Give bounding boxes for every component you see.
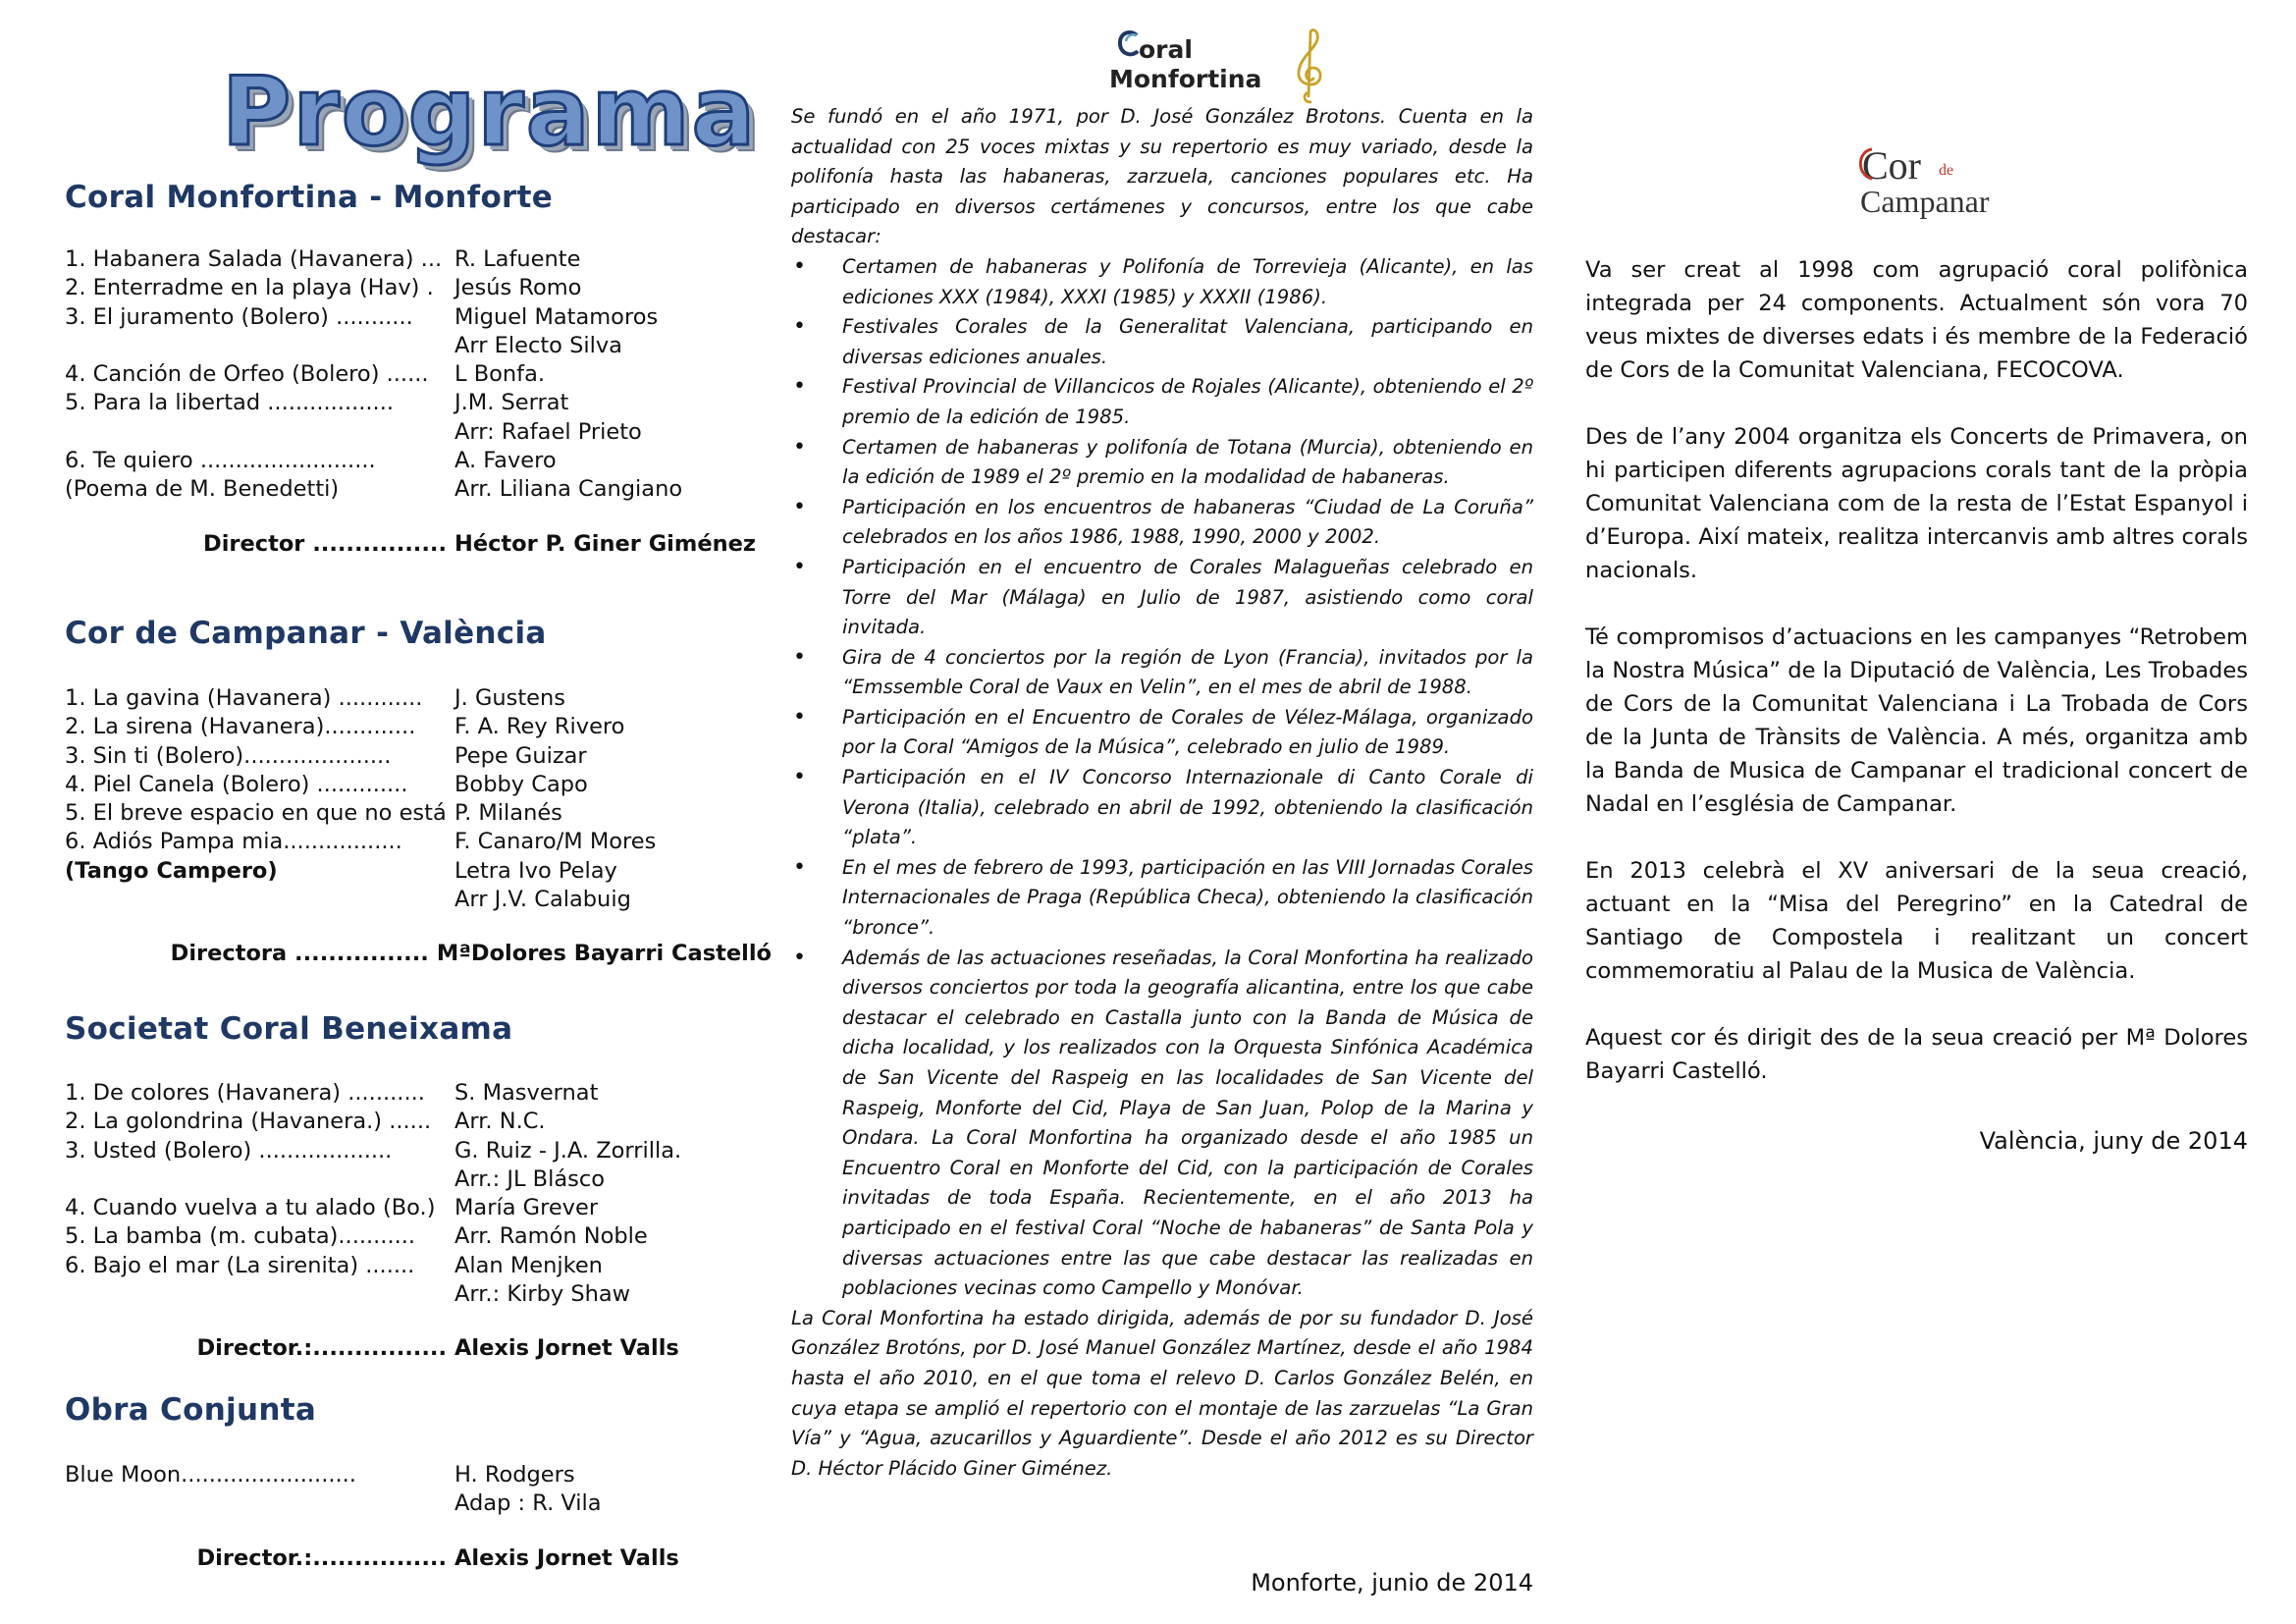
achievement-item: • Certamen de habaneras y polifonía de Totana (Murcia), obteniendo en la edición de 1989 el 2º premio en la modalidad de habaneras. [791,433,1533,493]
campanar-paragraph: Des de l’any 2004 organitza els Concerts de Primavera, on hi participen diferents agrupacions corals tant de la pròpia Comunitat Valenciana com de la resta de l’Estat Espanyol i d’Europa. Així mateix, realitza intercanvis amb altres corals nacionals. [1585,424,2248,583]
director-label: Director.:................ [196,1335,447,1362]
work-title [65,1489,454,1518]
cor-de-campanar-logo [1852,141,2009,220]
work-title [65,1280,454,1309]
composer: J.M. Serrat [454,390,569,416]
achievement-item: • Participación en los encuentros de habaneras “Ciudad de La Coruña” celebrados en los años 1986, 1988, 1990, 2000 y 2002. [791,493,1533,553]
composer: A. Favero [454,448,557,474]
program-list-coral-monfortina [65,245,772,559]
work-title: (Tango Campero) [65,857,278,884]
achievement-item: • Participación en el IV Concorso Internazionale di Canto Corale di Verona (Italia), celebrado en abril de 1992, obteniendo la clasificación “plata”. [791,763,1533,853]
composer: F. Canaro/M Mores [454,829,657,855]
composer: Arr. N.C. [454,1109,546,1135]
program-item [65,1489,772,1518]
work-title: 4. Cuando vuelva a tu alado (Bo.) [65,1195,436,1221]
program-item [65,1137,772,1165]
program-item [65,332,772,360]
director-name: Alexis Jornet Valls [454,1544,679,1571]
composer: Letra Ivo Pelay [454,857,617,884]
program-item [65,389,772,417]
program-item [65,1252,772,1280]
work-title: 5. Para la libertad .................. [65,390,395,416]
work-title: 6. Adiós Pampa mia................. [65,829,402,855]
composer: S. Masvernat [454,1080,599,1106]
composer: G. Ruiz - J.A. Zorrilla. [454,1137,682,1164]
program-item [65,274,772,302]
composer: Arr.: JL Blásco [454,1165,605,1192]
composer: Arr.: Kirby Shaw [454,1281,631,1308]
work-title [65,332,454,360]
campanar-paragraph: En 2013 celebrà el XV aniversari de la seua creació, actuant en la “Misa del Peregrino” en la Catedral de Santiago de Compostela i realitzant un concert commemoratiu al Palau de la Musica de València. [1585,858,2248,984]
composer: P. Milanés [454,800,562,827]
achievement-item: • Participación en el encuentro de Corales Malagueñas celebrado en Torre del Mar (Málaga) en Julio de 1987, asistiendo como coral invitada. [791,553,1533,643]
composer: Jesús Romo [454,275,582,301]
program-item [65,303,772,332]
program-item [65,1461,772,1489]
work-title: 1. De colores (Havanera) ........... [65,1080,425,1106]
work-title: 2. La golondrina (Havanera.) ...... [65,1109,432,1135]
achievement-item: • Además de las actuaciones reseñadas, la Coral Monfortina ha realizado diversos conciertos por toda la geografía alicantina, entre los que cabe destacar el celebrado en Castalla junto con la Banda de Música de dicha localidad, y los realizados con la Orquesta Sinfónica Académica de San Vicente del Raspeig en las localidades de San Vicente del Raspeig, Monforte del Cid, Playa de San Juan, Polop de la Marina y Ondara. La Coral Monfortina ha organizado desde el año 1985 un Encuentro Coral en Monforte del Cid, con la participación de Corales invitadas de toda España. Recientemente, en el año 2013 ha participado en el festival Coral “Noche de habaneras” de Santa Pola y diversas actuaciones entre las que cabe destacar las realizadas en poblaciones vecinas como Campello y Monóvar. [791,944,1533,1304]
work-title [65,886,454,914]
coral-c-swirl-icon [1117,29,1141,59]
director-label: Director ................ [203,530,447,557]
coral-logo-line2: Monfortina [1109,65,1262,93]
achievement-item: • Festivales Corales de la Generalitat Valenciana, participando en diversas ediciones anuales. [791,312,1533,372]
composer: Arr. Liliana Cangiano [454,476,683,503]
composer: H. Rodgers [454,1462,575,1488]
work-title: 1. La gavina (Havanera) ............ [65,685,423,711]
work-title [65,418,454,447]
work-title: 2. La sirena (Havanera)............. [65,714,416,740]
work-title: Blue Moon......................... [65,1462,356,1488]
program-item [65,771,772,799]
work-title: 2. Enterradme en la playa (Hav) . [65,275,434,301]
program-item [65,447,772,475]
program-item [65,1280,772,1309]
achievement-item: • Gira de 4 conciertos por la región de Lyon (Francia), invitados por la “Emssemble Coral de Vaux en Velin”, en el mes de abril de 1988. [791,643,1533,703]
work-title: 4. Piel Canela (Bolero) ............. [65,771,408,797]
program-item [65,828,772,856]
cor-de-campanar-history [1585,253,2248,1121]
logo-campanar-text: Campanar [1860,184,1990,219]
work-title: 1. Habanera Salada (Havanera) ... [65,246,443,272]
history-intro: Se fundó en el año 1971, por D. José González Brotons. Cuenta en la actualidad con 25 voces mixtas y su repertorio es muy variado, desde la polifonía hasta las habaneras, zarzuela, canciones populares etc. Ha participado en diversos certámenes y concursos, entre los que cabe destacar: [791,105,1533,248]
coral-monfortina-logo [1109,27,1325,106]
program-item [65,886,772,914]
program-item [65,1194,772,1222]
achievement-item: • Participación en el Encuentro de Corales de Vélez-Málaga, organizado por la Coral “Amigos de la Música”, celebrado en julio de 1989. [791,703,1533,763]
program-item [65,1222,772,1251]
program-item [65,799,772,828]
program-item [65,1108,772,1136]
program-item [65,360,772,389]
campanar-paragraph: Aquest cor és dirigit des de la seua creació per Mª Dolores Bayarri Castelló. [1585,1025,2248,1084]
work-title: 6. Te quiero ......................... [65,448,376,474]
program-item [65,418,772,447]
coral-logo-line1: oral [1139,35,1193,64]
composer: Miguel Matamoros [454,303,659,330]
achievements-list [791,252,1533,1304]
director-row [65,940,772,968]
achievement-item: • Festival Provincial de Villancicos de Rojales (Alicante), obteniendo el 2º premio de la edición de 1985. [791,372,1533,432]
program-item [65,1079,772,1108]
work-title: 3. Sin ti (Bolero)..................... [65,742,392,769]
program-list-societat-coral-beneixama [65,1079,772,1364]
composer: Arr: Rafael Prieto [454,418,642,445]
program-item [65,475,772,504]
history-closing: La Coral Monfortina ha estado dirigida, además de por su fundador D. José González Brotóns, por D. José Manuel González Martínez, desde el año 1984 hasta el año 2010, en el que toma el relevo D. Carlos González Belén, en cuya etapa se amplió el repertorio con el montaje de las zarzuelas “La Gran Vía” y “Agua, azucarillos y Aguardiente”. Desde el año 2012 es su Director D. Héctor Plácido Giner Giménez. [791,1306,1533,1480]
group-title-obra-conjunta: Obra Conjunta [65,1392,317,1428]
campanar-paragraph: Va ser creat al 1998 com agrupació coral polifònica integrada per 24 components. Actualment són vora 70 veus mixtes de diverses edats i és membre de la Federació de Cors de la Comunitat Valenciana, FECOCOVA. [1585,257,2248,383]
composer: Arr Electo Silva [454,332,622,358]
work-title: 6. Bajo el mar (La sirenita) ....... [65,1252,415,1278]
director-label: Director.:................ [196,1544,447,1571]
group-title-societat-coral-beneixama: Societat Coral Beneixama [65,1011,513,1047]
achievement-item: • Certamen de habaneras y Polifonía de Torrevieja (Alicante), en las ediciones XXX (1984), XXXI (1985) y XXXII (1986). [791,252,1533,312]
composer: Pepe Guizar [454,742,587,769]
director-name: Alexis Jornet Valls [454,1335,679,1362]
logo-cor-text: Cor [1862,143,1921,188]
program-list-cor-de-campanar [65,684,772,969]
group-title-coral-monfortina: Coral Monfortina - Monforte [65,180,554,215]
composer: Bobby Capo [454,771,588,797]
program-item [65,857,772,886]
work-title [65,1165,454,1194]
composer: J. Gustens [454,685,566,711]
composer: Arr. Ramón Noble [454,1223,648,1250]
director-name: MªDolores Bayarri Castelló [436,941,772,967]
treble-clef-icon [1294,27,1325,106]
work-title: 4. Canción de Orfeo (Bolero) ...... [65,361,429,388]
group-title-cor-de-campanar: Cor de Campanar - València [65,616,547,651]
composer: Arr J.V. Calabuig [454,887,631,913]
composer: María Grever [454,1195,599,1221]
program-item [65,713,772,741]
program-item [65,742,772,771]
work-title: 5. La bamba (m. cubata)........... [65,1223,416,1250]
work-title: 3. El juramento (Bolero) ........... [65,303,413,330]
composer: L Bonfa. [454,361,546,388]
program-item [65,684,772,713]
composer: Alan Menjken [454,1252,603,1278]
programa-heading: Programa [222,57,758,167]
program-list-obra-conjunta [65,1461,772,1573]
director-name: Héctor P. Giner Giménez [454,530,756,557]
work-title: 5. El breve espacio en que no está [65,800,447,827]
logo-de-text: de [1939,162,1954,179]
date-valencia: València, juny de 2014 [1979,1127,2248,1155]
coral-monfortina-history [791,102,1533,1484]
composer: R. Lafuente [454,246,581,272]
director-row [65,1334,772,1363]
achievement-item: • En el mes de febrero de 1993, participación en las VIII Jornadas Corales Internacionales de Praga (República Checa), obteniendo la clasificación “bronce”. [791,853,1533,944]
director-label: Directora ................ [170,941,429,967]
date-monforte: Monforte, junio de 2014 [1251,1569,1533,1597]
director-row [65,1544,772,1573]
composer: F. A. Rey Rivero [454,714,625,740]
program-item [65,245,772,274]
composer: Adap : R. Vila [454,1490,602,1517]
work-title: (Poema de M. Benedetti) [65,476,340,503]
work-title: 3. Usted (Bolero) ................... [65,1137,393,1164]
director-row [65,530,772,559]
program-item [65,1165,772,1194]
campanar-paragraph: Té compromisos d’actuacions en les campanyes “Retrobem la Nostra Música” de la Diputació de València, Les Trobades de Cors de la Comunitat Valenciana i La Trobada de Cors de la Junta de Trànsits de València. A més, organitza amb la Banda de Musica de Campanar el tradicional concert de Nadal en l’església de Campanar. [1585,624,2248,817]
